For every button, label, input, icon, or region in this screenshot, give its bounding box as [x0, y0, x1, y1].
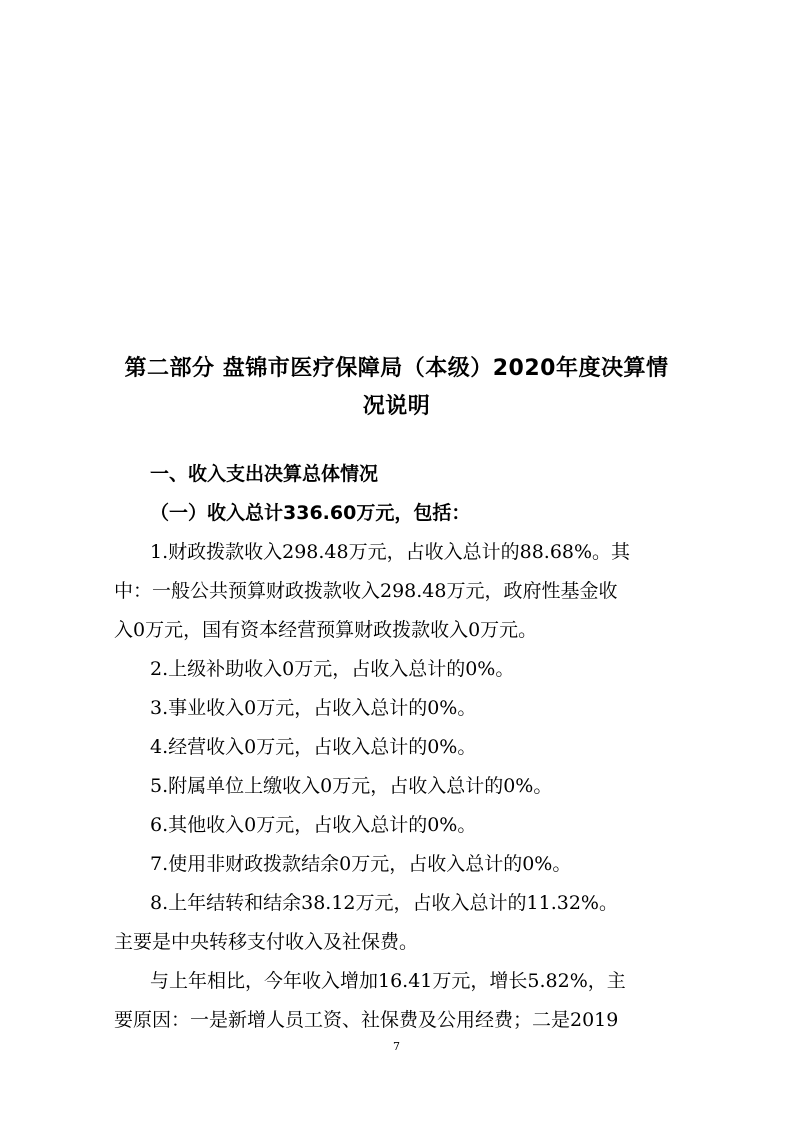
document-title-line-1: 第二部分 盘锦市医疗保障局（本级）2020年度决算情 [124, 356, 669, 381]
paragraph-line: 2.上级补助收入0万元，占收入总计的0%。 [150, 658, 515, 680]
paragraph-line: 5.附属单位上缴收入0万元，占收入总计的0%。 [150, 775, 553, 797]
paragraph-line: 4.经营收入0万元，占收入总计的0%。 [150, 736, 477, 758]
subsection-heading: （一）收入总计336.60万元，包括： [150, 502, 471, 524]
paragraph-line: 7.使用非财政拨款结余0万元，占收入总计的0%。 [150, 853, 572, 875]
paragraph-line: 6.其他收入0万元，占收入总计的0%。 [150, 814, 477, 836]
paragraph-line: 要原因：一是新增人员工资、社保费及公用经费；二是2019 [114, 1009, 619, 1031]
section-heading: 一、收入支出决算总体情况 [150, 463, 379, 485]
paragraph-line: 主要是中央转移支付收入及社保费。 [114, 931, 419, 953]
paragraph-line: 1.财政拨款收入298.48万元，占收入总计的88.68%。其 [150, 541, 631, 563]
paragraph-line: 8.上年结转和结余38.12万元，占收入总计的11.32%。 [150, 892, 618, 914]
paragraph-line: 入0万元，国有资本经营预算财政拨款收入0万元。 [114, 619, 538, 641]
paragraph-line: 中：一般公共预算财政拨款收入298.48万元，政府性基金收 [114, 580, 618, 602]
document-title-line-2: 况说明 [362, 394, 431, 419]
paragraph-line: 与上年相比，今年收入增加16.41万元，增长5.82%，主 [150, 970, 626, 992]
page-number: 7 [393, 1040, 400, 1053]
paragraph-line: 3.事业收入0万元，占收入总计的0%。 [150, 697, 477, 719]
